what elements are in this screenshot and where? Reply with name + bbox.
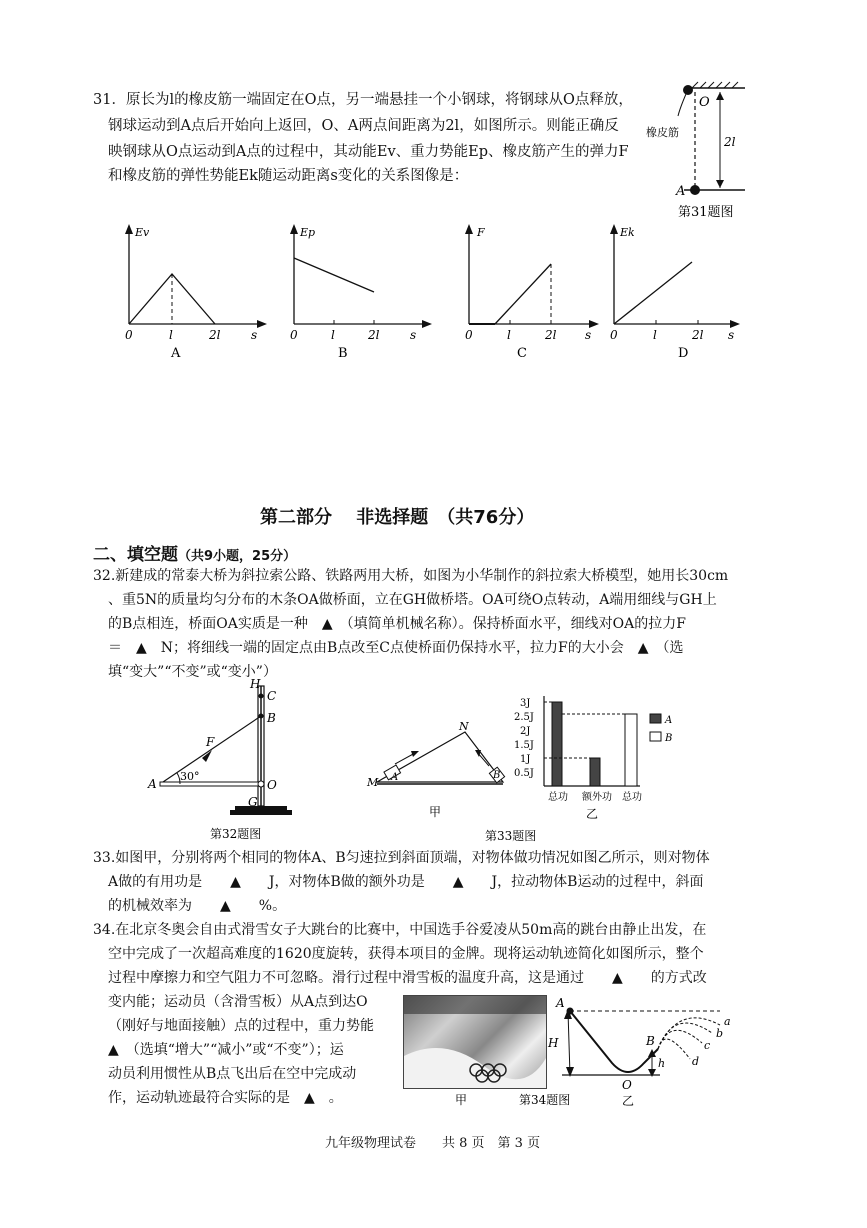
q32-c-label: C bbox=[267, 689, 277, 703]
q32-line-1: 32.新建成的常泰大桥为斜拉索公路、铁路两用大桥，如图为小华制作的斜拉索大桥模型，她用长30cm bbox=[93, 568, 729, 584]
graph-a-ylabel: Ev bbox=[135, 226, 150, 239]
graph-c-letter: C bbox=[517, 346, 527, 361]
ytick: 0.5J bbox=[514, 768, 534, 779]
q34-a-label: A bbox=[556, 996, 565, 1010]
q32-line-3: 的B点相连，桥面OA实质是一种 ▲ （填简单机械名称）。保持桥面水平，细线对OA的拉力F bbox=[108, 616, 686, 632]
graph-b-ylabel: Ep bbox=[300, 226, 316, 239]
category-label: 总功 bbox=[622, 792, 642, 803]
graph-c-xlabel: s bbox=[585, 328, 592, 342]
graph-d-tick: 2l bbox=[692, 328, 704, 342]
q33-caption: 第33题图 bbox=[485, 829, 537, 843]
ytick: 2.5J bbox=[514, 712, 534, 723]
q33-a-label: A bbox=[391, 772, 399, 783]
q31-line-2: 钢球运动到A点后开始向上返回，O、A两点间距离为2l，如图所示。则能正确反 bbox=[108, 118, 619, 134]
ytick: 3J bbox=[520, 698, 531, 709]
ytick: 1J bbox=[520, 754, 531, 765]
q34-yi-label: 乙 bbox=[622, 1094, 635, 1108]
q34-line-5: （刚好与地面接触）点的过程中，重力势能 bbox=[108, 1018, 374, 1034]
q31-graph-d bbox=[600, 222, 755, 372]
q32-o-label: O bbox=[267, 778, 277, 792]
q33-figure-yi bbox=[510, 690, 710, 840]
graph-b-tick: 2l bbox=[368, 328, 380, 342]
q32-angle-label: 30° bbox=[180, 770, 200, 783]
graph-d-tick: 0 bbox=[610, 328, 618, 342]
page-footer: 九年级物理试卷 共 8 页 第 3 页 bbox=[325, 1136, 541, 1151]
graph-c-tick: l bbox=[507, 328, 511, 342]
q34-b-label: B bbox=[646, 1034, 655, 1048]
q31-len-label: 2l bbox=[724, 135, 736, 149]
q32-line-2: 、重5N的质量均匀分布的木条OA做桥面，立在GH做桥塔。OA可绕O点转动，A端用细线与GH上 bbox=[108, 592, 717, 608]
q34-line-2: 空中完成了一次超高难度的1620度旋转，获得本项目的金牌。现将运动轨迹简化如图所示，整个 bbox=[108, 946, 704, 962]
q31-line-3: 映钢球从O点运动到A点的过程中，其动能Ev、重力势能Ep、橡皮筋产生的弹力F bbox=[108, 144, 629, 160]
ytick: 2J bbox=[520, 726, 531, 737]
graph-d-letter: D bbox=[678, 346, 689, 361]
q34-line-4: 变内能；运动员（含滑雪板）从A点到达O bbox=[108, 994, 368, 1010]
q33-b-label: B bbox=[493, 770, 501, 781]
q34-line-8: 作，运动轨迹最符合实际的是 ▲ 。 bbox=[108, 1090, 343, 1106]
legend-b: B bbox=[665, 733, 673, 744]
q33-line-2: A做的有用功是 ▲ J，对物体B做的额外功是 ▲ J，拉动物体B运动的过程中，斜面 bbox=[108, 874, 704, 890]
graph-b-xlabel: s bbox=[410, 328, 417, 342]
graph-d-tick: l bbox=[653, 328, 657, 342]
q34-line-3: 过程中摩擦力和空气阻力不可忽略。滑行过程中滑雪板的温度升高，这是通过 ▲ 的方式改 bbox=[108, 970, 707, 986]
section2-heading bbox=[93, 540, 296, 565]
q34-traj-a: a bbox=[724, 1015, 731, 1028]
graph-d-xlabel: s bbox=[728, 328, 735, 342]
q34-small-h-label: h bbox=[658, 1057, 666, 1070]
q32-h-label: H bbox=[250, 677, 261, 691]
q32-a-label: A bbox=[148, 777, 157, 791]
category-label: 总功 bbox=[548, 792, 568, 803]
q31-graph-b bbox=[280, 222, 435, 372]
q32-g-label: G bbox=[248, 795, 258, 809]
q33-n-label: N bbox=[459, 720, 469, 733]
q32-b-label: B bbox=[267, 711, 276, 725]
graph-d-ylabel: Ek bbox=[620, 226, 635, 239]
graph-a-tick: 0 bbox=[125, 328, 133, 342]
q32-line-4: ＝ ▲ N；将细线一端的固定点由B点改至C点使桥面仍保持水平，拉力F的大小会 ▲ （选 bbox=[108, 640, 684, 656]
graph-a-tick: l bbox=[169, 328, 173, 342]
q32-f-label: F bbox=[206, 735, 215, 749]
graph-b-letter: B bbox=[338, 346, 348, 361]
q33-line-1: 33.如图甲，分别将两个相同的物体A、B匀速拉到斜面顶端，对物体做功情况如图乙所示，则对物体 bbox=[93, 850, 710, 866]
q31-figure bbox=[640, 78, 760, 228]
graph-c-tick: 0 bbox=[465, 328, 473, 342]
q34-line-6: ▲ （选填“增大”“减小”或“不变”）；运 bbox=[108, 1042, 344, 1058]
q33-yi-label: 乙 bbox=[586, 807, 599, 821]
q31-rubber-label: 橡皮筋 bbox=[646, 126, 679, 139]
q34-photo bbox=[403, 995, 547, 1089]
ytick: 1.5J bbox=[514, 740, 534, 751]
q33-line-3: 的机械效率为 ▲ %。 bbox=[108, 898, 287, 914]
q32-line-5: 填“变大”“不变”或“变小”） bbox=[108, 664, 277, 680]
q34-traj-c: c bbox=[704, 1039, 711, 1052]
q31-caption: 第31题图 bbox=[678, 205, 734, 220]
section2-note: （共9小题，25分） bbox=[178, 549, 297, 564]
graph-a-letter: A bbox=[171, 346, 181, 361]
q34-jia-label: 甲 bbox=[455, 1093, 468, 1107]
part2-title: 第二部分 非选择题 （共76分） bbox=[260, 507, 535, 528]
q34-traj-b: b bbox=[716, 1027, 724, 1040]
q34-o-label: O bbox=[622, 1078, 632, 1092]
graph-a-tick: 2l bbox=[209, 328, 221, 342]
q34-traj-d: d bbox=[692, 1055, 700, 1068]
section2-title: 二、填空题 bbox=[93, 545, 178, 565]
q34-caption: 第34题图 bbox=[519, 1093, 571, 1107]
q31-line-4: 和橡皮筋的弹性势能Ek随运动距离s变化的关系图像是： bbox=[108, 168, 469, 184]
q31-graph-c bbox=[455, 222, 610, 372]
q34-line-1: 34.在北京冬奥会自由式滑雪女子大跳台的比赛中，中国选手谷爱凌从50m高的跳台由静止出发，在 bbox=[93, 922, 707, 938]
q32-figure bbox=[140, 676, 310, 846]
graph-c-tick: 2l bbox=[545, 328, 557, 342]
graph-c-ylabel: F bbox=[477, 226, 485, 239]
q34-line-7: 动员利用惯性从B点飞出后在空中完成动 bbox=[108, 1066, 357, 1082]
q31-line-1: 31．原长为l的橡皮筋一端固定在O点，另一端悬挂一个小钢球，将钢球从O点释放， bbox=[93, 92, 633, 108]
q31-o-label: O bbox=[699, 95, 710, 110]
q33-m-label: M bbox=[367, 776, 379, 789]
category-label: 额外功 bbox=[582, 792, 612, 803]
graph-b-tick: 0 bbox=[290, 328, 298, 342]
graph-a-xlabel: s bbox=[251, 328, 258, 342]
q34-diagram bbox=[540, 995, 740, 1113]
q33-jia-label: 甲 bbox=[429, 805, 442, 819]
q32-caption: 第32题图 bbox=[210, 827, 262, 841]
q31-a-label: A bbox=[676, 184, 686, 199]
legend-a: A bbox=[665, 715, 673, 726]
q34-h-label: H bbox=[548, 1036, 559, 1050]
graph-b-tick: l bbox=[331, 328, 335, 342]
q31-graph-a bbox=[115, 222, 270, 372]
